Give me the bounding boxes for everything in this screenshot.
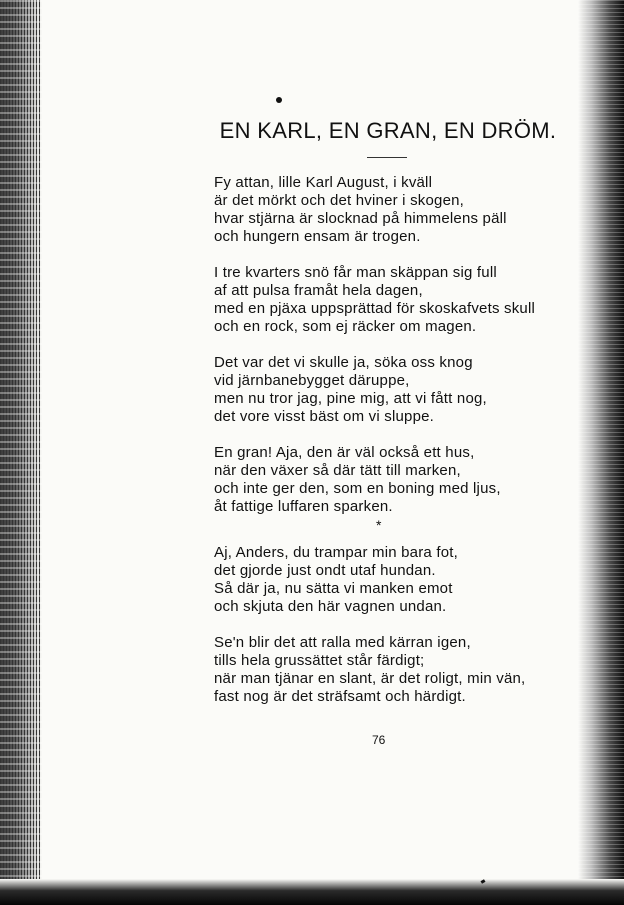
section-separator: * <box>376 517 382 533</box>
verse-line: Fy attan, lille Karl August, i kväll <box>214 174 433 191</box>
verse-line: det vore visst bäst om vi sluppe. <box>214 408 435 425</box>
verse-line: när man tjänar en slant, är det roligt, min vän, <box>214 670 526 687</box>
stanza-5 <box>214 544 458 616</box>
verse-line: och skjuta den här vagnen undan. <box>214 598 447 615</box>
verse-line: I tre kvarters snö får man skäppan sig full <box>214 264 497 281</box>
book-gutter-shadow <box>0 0 42 905</box>
verse-line: och en rock, som ej räcker om magen. <box>214 318 477 335</box>
verse-line: En gran! Aja, den är väl också ett hus, <box>214 444 475 461</box>
verse-line: när den växer så där tätt till marken, <box>214 462 461 479</box>
verse-line: hvar stjärna är slocknad på himmelens päll <box>214 210 507 227</box>
stanza-2 <box>214 264 535 336</box>
page-number: 76 <box>372 733 386 747</box>
title-divider <box>367 157 407 158</box>
verse-line: Så där ja, nu sätta vi manken emot <box>214 580 453 597</box>
stanza-6 <box>214 634 525 706</box>
verse-line: Se'n blir det att ralla med kärran igen, <box>214 634 471 651</box>
verse-line: Det var det vi skulle ja, söka oss knog <box>214 354 473 371</box>
verse-line: med en pjäxa uppsprättad för skoskafvets skull <box>214 300 536 317</box>
verse-line: af att pulsa framåt hela dagen, <box>214 282 423 299</box>
verse-line: tills hela grussättet står färdigt; <box>214 652 425 669</box>
verse-line: men nu tror jag, pine mig, att vi fått nog, <box>214 390 487 407</box>
verse-line: åt fattige luffaren sparken. <box>214 498 393 515</box>
verse-line: fast nog är det sträfsamt och härdigt. <box>214 688 466 705</box>
poem-title: EN KARL, EN GRAN, EN DRÖM. <box>219 118 557 143</box>
verse-line: och hungern ensam är trogen. <box>214 228 421 245</box>
page-bottom-edge <box>0 879 624 905</box>
verse-line: Aj, Anders, du trampar min bara fot, <box>214 544 458 561</box>
stanza-1 <box>214 174 507 246</box>
page-right-edge <box>578 0 624 905</box>
stanza-4 <box>214 444 501 516</box>
verse-line: det gjorde just ondt utaf hundan. <box>214 562 436 579</box>
verse-line: är det mörkt och det hviner i skogen, <box>214 192 465 209</box>
bullet-mark <box>276 97 282 103</box>
stanza-3 <box>214 354 487 426</box>
verse-line: vid järnbanebygget däruppe, <box>214 372 410 389</box>
verse-line: och inte ger den, som en boning med ljus, <box>214 480 501 497</box>
